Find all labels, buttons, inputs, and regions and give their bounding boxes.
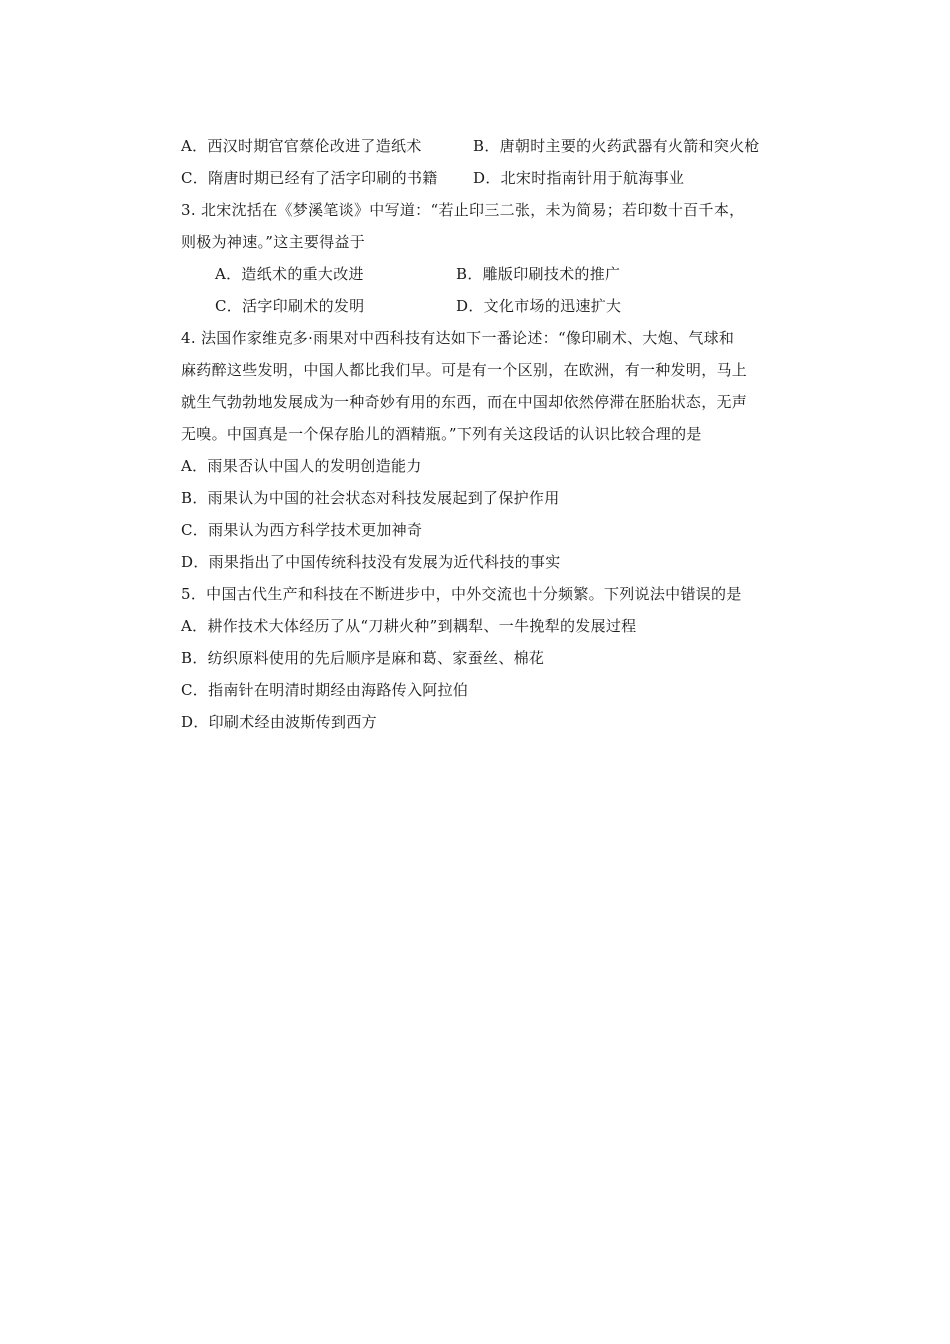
q5-stem-line-1: 5．中国古代生产和科技在不断进步中，中外交流也十分频繁。下列说法中错误的是 bbox=[181, 585, 742, 603]
q2-option-d: D．北宋时指南针用于航海事业 bbox=[473, 169, 685, 187]
q3-option-b: B．雕版印刷技术的推广 bbox=[456, 265, 621, 283]
q3-options-row-1 bbox=[215, 264, 621, 284]
q3-option-d: D．文化市场的迅速扩大 bbox=[456, 297, 622, 315]
q4-stem-line-4: 无嗅。中国真是一个保存胎儿的酒精瓶。”下列有关这段话的认识比较合理的是 bbox=[181, 425, 702, 443]
q4-stem-line-1: 4. 法国作家维克多·雨果对中西科技有达如下一番论述：“像印刷术、大炮、气球和 bbox=[181, 329, 735, 347]
q2-options-row-1 bbox=[181, 136, 760, 156]
q2-option-a: A．西汉时期官官蔡伦改进了造纸术 bbox=[181, 137, 422, 155]
q5-option-c: C．指南针在明清时期经由海路传入阿拉伯 bbox=[181, 681, 469, 699]
q4-option-c: C．雨果认为西方科学技术更加神奇 bbox=[181, 521, 423, 539]
q5-option-d: D．印刷术经由波斯传到西方 bbox=[181, 713, 377, 731]
q3-options-row-2 bbox=[215, 296, 622, 316]
q4-stem-line-3: 就生气勃勃地发展成为一种奇妙有用的东西，而在中国却依然停滞在胚胎状态，无声 bbox=[181, 393, 748, 411]
q2-options-row-2 bbox=[181, 168, 685, 188]
q3-stem-line-2: 则极为神速。”这主要得益于 bbox=[181, 233, 366, 251]
q5-option-a: A．耕作技术大体经历了从“刀耕火种”到耦犁、一牛挽犁的发展过程 bbox=[181, 617, 637, 635]
q4-stem-line-2: 麻药醉这些发明，中国人都比我们早。可是有一个区别，在欧洲，有一种发明，马上 bbox=[181, 361, 748, 379]
q3-option-a: A．造纸术的重大改进 bbox=[215, 265, 364, 283]
q3-stem-line-1: 3. 北宋沈括在《梦溪笔谈》中写道：“若止印三二张，未为简易；若印数十百千本， bbox=[181, 201, 745, 219]
q4-option-d: D．雨果指出了中国传统科技没有发展为近代科技的事实 bbox=[181, 553, 561, 571]
q4-option-a: A．雨果否认中国人的发明创造能力 bbox=[181, 457, 422, 475]
q2-option-c: C．隋唐时期已经有了活字印刷的书籍 bbox=[181, 169, 438, 187]
q3-option-c: C．活字印刷术的发明 bbox=[215, 297, 365, 315]
q2-option-b: B．唐朝时主要的火药武器有火箭和突火枪 bbox=[473, 137, 760, 155]
q5-option-b: B．纺织原料使用的先后顺序是麻和葛、家蚕丝、棉花 bbox=[181, 649, 545, 667]
q4-option-b: B．雨果认为中国的社会状态对科技发展起到了保护作用 bbox=[181, 489, 560, 507]
